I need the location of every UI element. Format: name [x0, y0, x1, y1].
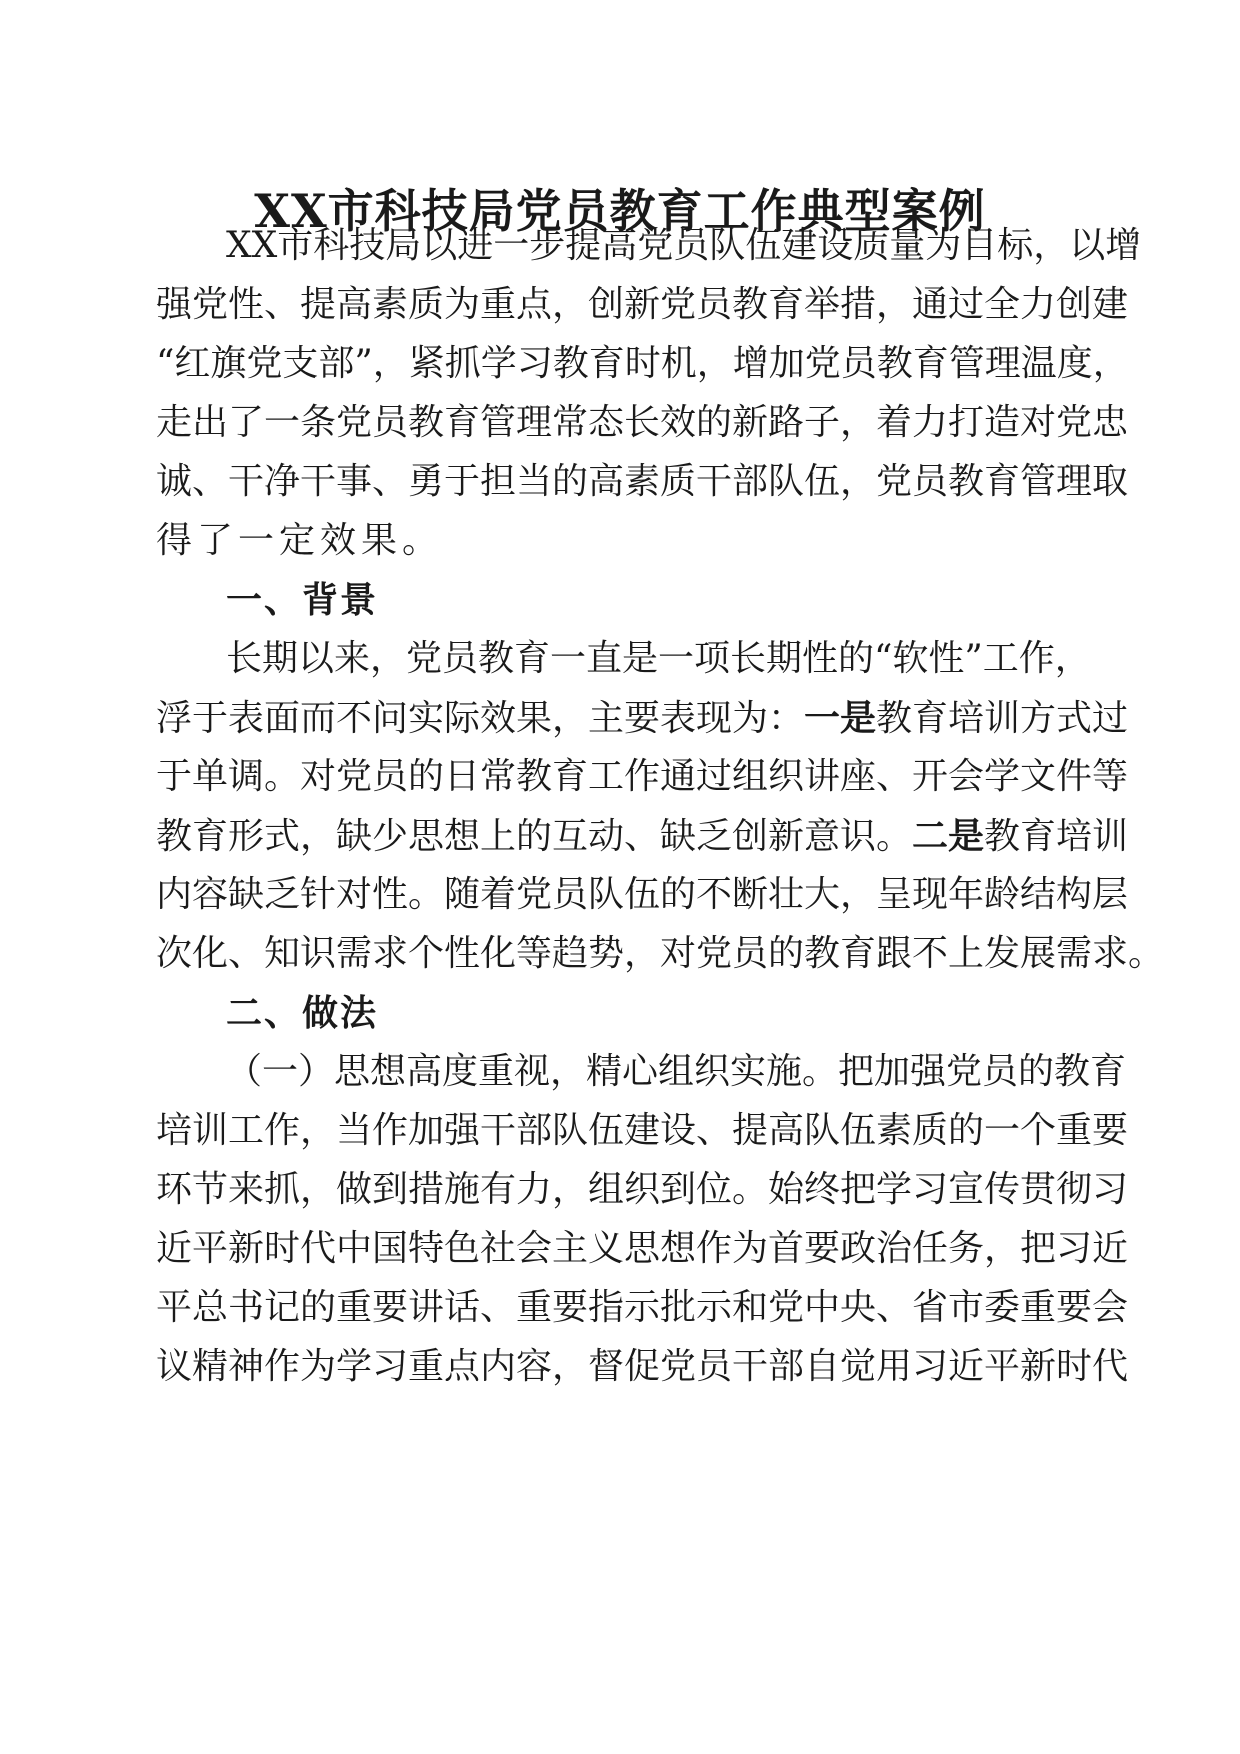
approach-line-3: 环节来抓，做到措施有力，组织到位。始终把学习宣传贯彻习	[156, 1169, 1129, 1210]
intro-line-6: 得了一定效果。	[156, 520, 444, 561]
intro-line-1: XX市科技局以进一步提高党员队伍建设质量为目标，以增	[226, 225, 1142, 266]
section-heading-background: 一、背景	[226, 579, 379, 621]
intro-line-5: 诚、干净干事、勇于担当的高素质干部队伍，党员教育管理取	[156, 461, 1129, 502]
background-line-5: 内容缺乏针对性。随着党员队伍的不断壮大，呈现年龄结构层	[156, 874, 1129, 915]
first-point-marker: 一是	[804, 697, 877, 739]
background-line-4-text-a: 教育形式，缺少思想上的互动、缺乏创新意识。	[156, 816, 913, 857]
approach-line-4: 近平新时代中国特色社会主义思想作为首要政治任务，把习近	[156, 1228, 1129, 1269]
background-line-4	[156, 808, 1129, 864]
background-line-1: 长期以来，党员教育一直是一项长期性的“软性”工作，	[226, 638, 1091, 679]
background-line-4-text-b: 教育培训	[984, 816, 1129, 857]
approach-line-1: （一）思想高度重视，精心组织实施。把加强党员的教育	[226, 1051, 1127, 1092]
background-line-2-text-b: 教育培训方式过	[876, 698, 1129, 739]
intro-line-4: 走出了一条党员教育管理常态长效的新路子，着力打造对党忠	[156, 402, 1129, 443]
background-line-2-text-a: 浮于表面而不问实际效果，主要表现为：	[156, 698, 805, 739]
second-point-marker: 二是	[912, 815, 985, 857]
approach-line-2: 培训工作，当作加强干部队伍建设、提高队伍素质的一个重要	[156, 1110, 1129, 1151]
approach-line-6: 议精神作为学习重点内容，督促党员干部自觉用习近平新时代	[156, 1346, 1129, 1387]
background-line-6: 次化、知识需求个性化等趋势，对党员的教育跟不上发展需求。	[156, 933, 1165, 974]
background-line-2	[156, 690, 1129, 746]
approach-line-5: 平总书记的重要讲话、重要指示批示和党中央、省市委重要会	[156, 1287, 1129, 1328]
intro-line-3: “红旗党支部”，紧抓学习教育时机，增加党员教育管理温度，	[156, 343, 1129, 384]
background-line-3: 于单调。对党员的日常教育工作通过组织讲座、开会学文件等	[156, 756, 1129, 797]
section-heading-approach: 二、做法	[226, 992, 379, 1034]
intro-line-2: 强党性、提高素质为重点，创新党员教育举措，通过全力创建	[156, 284, 1129, 325]
document-title: XX市科技局党员教育工作典型案例	[254, 184, 986, 238]
